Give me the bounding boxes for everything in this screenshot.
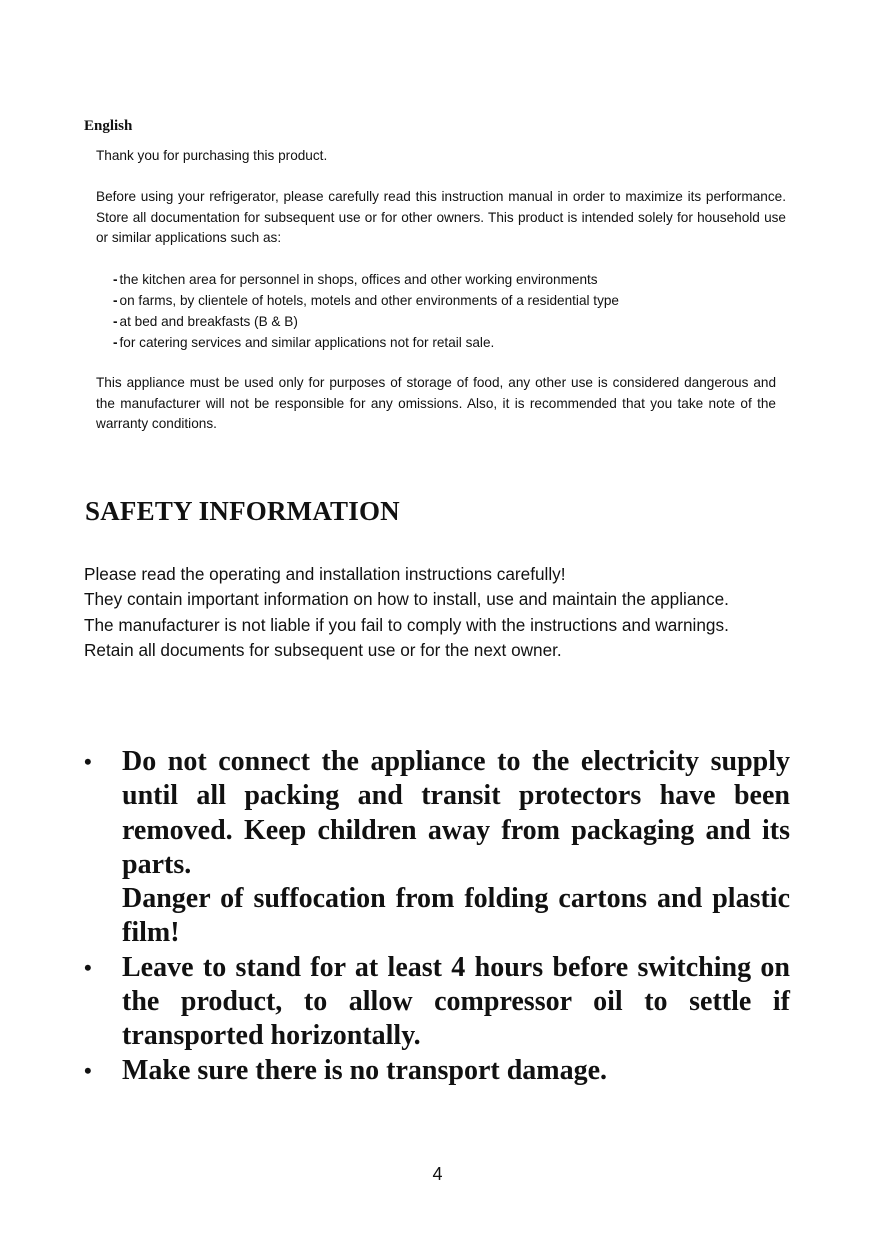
thanks-text: Thank you for purchasing this product. xyxy=(96,148,328,163)
dash-bullet: - xyxy=(113,272,118,287)
bullet-icon: • xyxy=(84,749,92,774)
bullet-icon: • xyxy=(84,1057,92,1083)
safety-paragraph: Retain all documents for subsequent use or for the next owner. xyxy=(84,639,562,660)
intended-use-text: Before using your refrigerator, please carefully read this instruction manual in order to maximize its performance. Store all documentation for subsequent use or for other owners. This product is intended solely for household use or similar applications such as: xyxy=(96,189,786,245)
language-heading: English xyxy=(84,118,133,134)
intended-use-list xyxy=(113,269,619,353)
list-item xyxy=(113,290,619,311)
list-item xyxy=(113,269,619,290)
list-item xyxy=(113,332,619,353)
warning-text: Leave to stand for at least 4 hours before switching on the product, to allow compressor oil to settle if transported horizontally. xyxy=(122,951,790,1052)
warning-item xyxy=(84,951,790,1054)
warning-item xyxy=(84,745,790,951)
appliance-usage-text: This appliance must be used only for purposes of storage of food, any other use is considered dangerous and the manufacturer will not be responsible for any omissions. Also, it is recommended that you take note of the warranty conditions. xyxy=(96,375,776,431)
safety-paragraph: Please read the operating and installation instructions carefully! xyxy=(84,564,566,584)
bullet-icon: • xyxy=(84,954,92,980)
list-item-text: for catering services and similar applications not for retail sale. xyxy=(119,335,495,350)
page-number: 4 xyxy=(432,1164,443,1184)
dash-bullet: - xyxy=(113,335,118,350)
safety-intro xyxy=(84,562,790,663)
safety-warnings-list xyxy=(84,745,790,1088)
safety-paragraph: The manufacturer is not liable if you fail to comply with the instructions and warnings. xyxy=(84,614,729,635)
safety-paragraph: They contain important information on how to install, use and maintain the appliance. xyxy=(84,589,729,610)
dash-bullet: - xyxy=(113,314,118,329)
list-item-text: on farms, by clientele of hotels, motels and other environments of a residential type xyxy=(119,293,619,308)
warning-text: Make sure there is no transport damage. xyxy=(122,1054,608,1086)
warning-text: Danger of suffocation from folding cartons and plastic film! xyxy=(122,883,790,949)
list-item-text: the kitchen area for personnel in shops, offices and other working environments xyxy=(119,272,598,287)
dash-bullet: - xyxy=(113,293,118,308)
list-item-text: at bed and breakfasts (B & B) xyxy=(119,314,298,329)
list-item xyxy=(113,311,619,332)
safety-information-heading: SAFETY INFORMATION xyxy=(85,496,400,526)
warning-text: Do not connect the appliance to the electricity supply until all packing and transit protectors have been removed. Keep children away from packaging and its parts. xyxy=(122,746,790,880)
warning-item xyxy=(84,1054,790,1088)
